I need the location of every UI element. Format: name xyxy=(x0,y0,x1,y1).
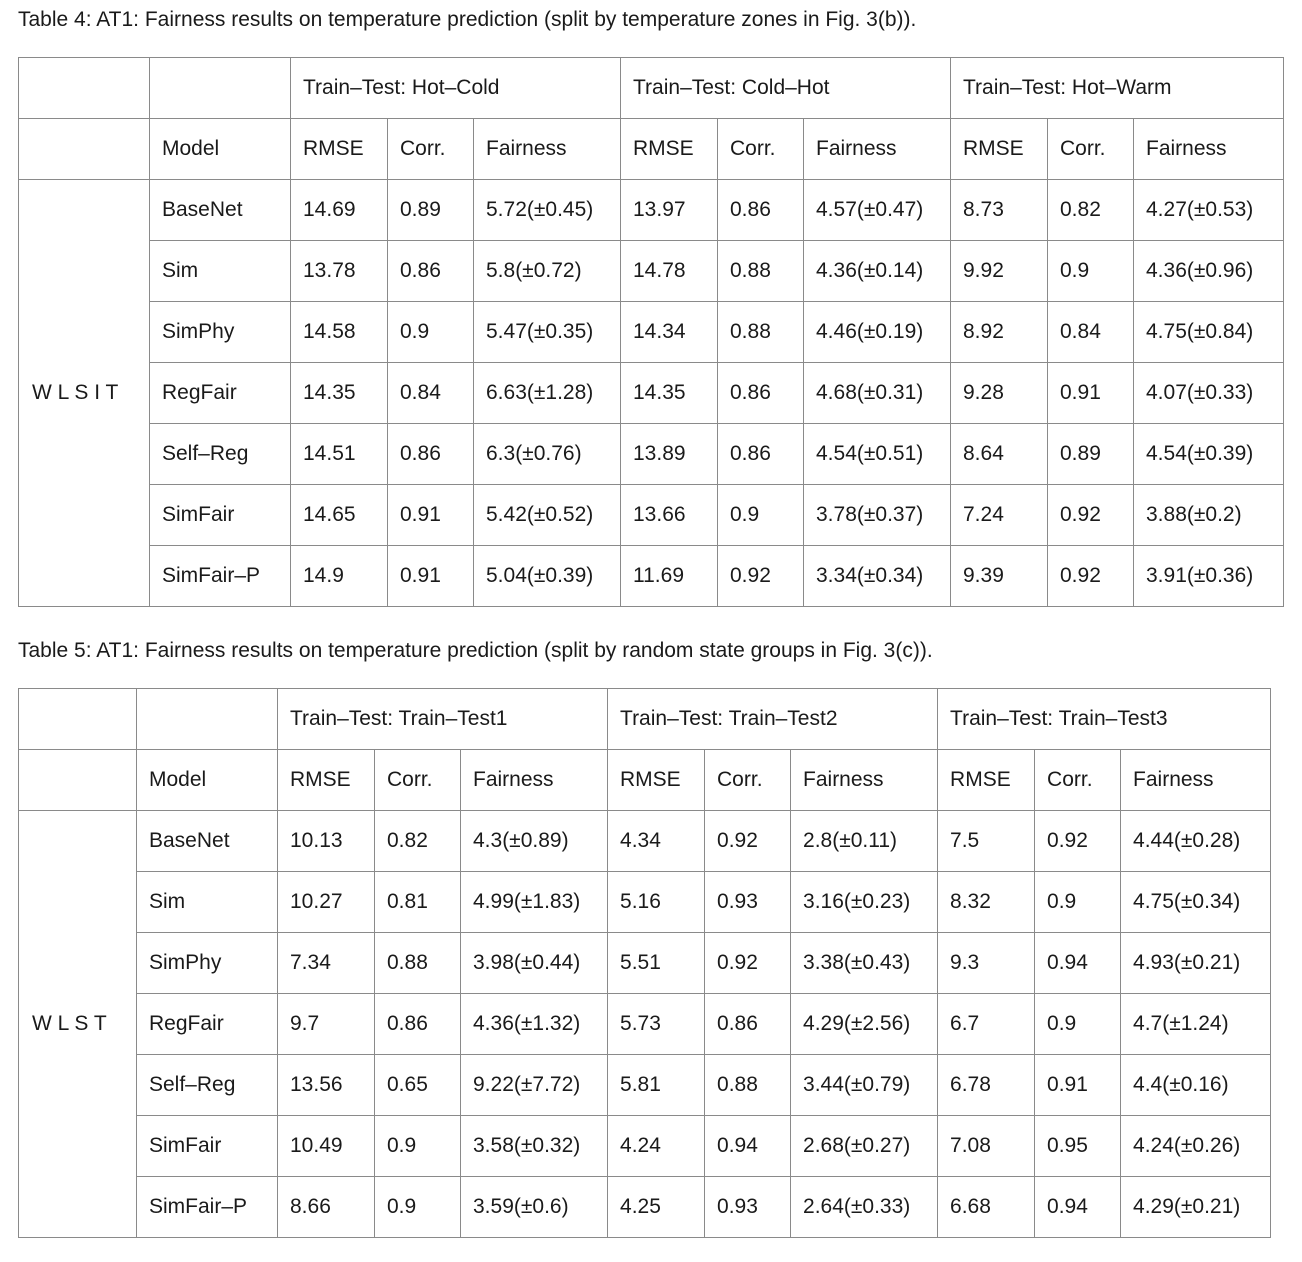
metric-value: 4.75(±0.84) xyxy=(1134,302,1284,363)
metric-value: 7.5 xyxy=(938,811,1035,872)
metric-value: 3.59(±0.6) xyxy=(461,1177,608,1238)
metric-value: 0.92 xyxy=(705,933,791,994)
metric-header-corr: Corr. xyxy=(718,119,804,180)
metric-value: 5.8(±0.72) xyxy=(474,241,621,302)
metric-value: 4.75(±0.34) xyxy=(1121,872,1271,933)
metric-header-rmse: RMSE xyxy=(608,750,705,811)
metric-value: 4.99(±1.83) xyxy=(461,872,608,933)
metric-value: 0.91 xyxy=(388,546,474,607)
empty-corner-cell xyxy=(19,750,137,811)
model-name: SimPhy xyxy=(150,302,291,363)
model-column-header: Model xyxy=(150,119,291,180)
table-row xyxy=(19,485,1284,546)
split-header: Train–Test: Train–Test2 xyxy=(608,689,938,750)
metric-value: 0.86 xyxy=(718,424,804,485)
metric-value: 14.35 xyxy=(621,363,718,424)
metric-value: 0.9 xyxy=(1048,241,1134,302)
metric-value: 6.78 xyxy=(938,1055,1035,1116)
model-column-header: Model xyxy=(137,750,278,811)
metric-header-rmse: RMSE xyxy=(951,119,1048,180)
table-row xyxy=(19,302,1284,363)
metric-value: 0.84 xyxy=(388,363,474,424)
model-name: SimFair xyxy=(150,485,291,546)
metric-header-fairness: Fairness xyxy=(461,750,608,811)
empty-corner-cell xyxy=(19,689,137,750)
metric-value: 0.86 xyxy=(388,424,474,485)
metric-value: 2.64(±0.33) xyxy=(791,1177,938,1238)
metric-value: 13.66 xyxy=(621,485,718,546)
metric-value: 13.89 xyxy=(621,424,718,485)
metric-value: 5.16 xyxy=(608,872,705,933)
metric-value: 13.78 xyxy=(291,241,388,302)
metric-header-corr: Corr. xyxy=(1035,750,1121,811)
metric-header-fairness: Fairness xyxy=(1121,750,1271,811)
metric-value: 4.29(±0.21) xyxy=(1121,1177,1271,1238)
metric-value: 0.94 xyxy=(1035,1177,1121,1238)
model-name: Self–Reg xyxy=(150,424,291,485)
metric-value: 4.68(±0.31) xyxy=(804,363,951,424)
table-row xyxy=(19,363,1284,424)
table-row xyxy=(19,933,1271,994)
metric-value: 0.9 xyxy=(388,302,474,363)
metric-value: 14.34 xyxy=(621,302,718,363)
metric-value: 9.92 xyxy=(951,241,1048,302)
table-row xyxy=(19,1116,1271,1177)
metric-value: 4.44(±0.28) xyxy=(1121,811,1271,872)
metric-value: 4.93(±0.21) xyxy=(1121,933,1271,994)
metric-value: 4.29(±2.56) xyxy=(791,994,938,1055)
split-header: Train–Test: Train–Test1 xyxy=(278,689,608,750)
metric-value: 5.73 xyxy=(608,994,705,1055)
metric-value: 3.44(±0.79) xyxy=(791,1055,938,1116)
table-5 xyxy=(18,688,1271,1238)
metric-value: 14.35 xyxy=(291,363,388,424)
metric-value: 3.78(±0.37) xyxy=(804,485,951,546)
table-row xyxy=(19,180,1284,241)
metric-value: 10.13 xyxy=(278,811,375,872)
metric-value: 9.39 xyxy=(951,546,1048,607)
metric-value: 14.78 xyxy=(621,241,718,302)
metric-value: 6.68 xyxy=(938,1177,1035,1238)
metric-value: 4.36(±1.32) xyxy=(461,994,608,1055)
metric-value: 0.84 xyxy=(1048,302,1134,363)
metric-value: 3.98(±0.44) xyxy=(461,933,608,994)
metric-value: 14.51 xyxy=(291,424,388,485)
metric-value: 0.86 xyxy=(718,363,804,424)
metric-value: 4.24 xyxy=(608,1116,705,1177)
table-5-caption: Table 5: AT1: Fairness results on temperature prediction (split by random state groups in Fig. 3(c)). xyxy=(18,639,933,662)
table-row xyxy=(19,241,1284,302)
metric-value: 4.57(±0.47) xyxy=(804,180,951,241)
metric-value: 3.34(±0.34) xyxy=(804,546,951,607)
metric-value: 0.9 xyxy=(1035,994,1121,1055)
metric-value: 4.07(±0.33) xyxy=(1134,363,1284,424)
metric-value: 4.36(±0.96) xyxy=(1134,241,1284,302)
metric-header-fairness: Fairness xyxy=(791,750,938,811)
metric-value: 3.58(±0.32) xyxy=(461,1116,608,1177)
metric-value: 0.88 xyxy=(718,302,804,363)
metric-value: 0.91 xyxy=(388,485,474,546)
table-4-caption: Table 4: AT1: Fairness results on temperature prediction (split by temperature zones in Fig. 3(b)). xyxy=(18,8,917,31)
table-4 xyxy=(18,57,1284,607)
metric-value: 4.27(±0.53) xyxy=(1134,180,1284,241)
metric-header-fairness: Fairness xyxy=(1134,119,1284,180)
model-name: Sim xyxy=(150,241,291,302)
metric-value: 4.54(±0.39) xyxy=(1134,424,1284,485)
metric-value: 3.88(±0.2) xyxy=(1134,485,1284,546)
header-row-splits xyxy=(19,58,1284,119)
metric-value: 7.08 xyxy=(938,1116,1035,1177)
metric-value: 5.42(±0.52) xyxy=(474,485,621,546)
metric-value: 0.94 xyxy=(705,1116,791,1177)
metric-header-corr: Corr. xyxy=(1048,119,1134,180)
metric-value: 0.86 xyxy=(388,241,474,302)
empty-corner-cell xyxy=(19,119,150,180)
metric-value: 0.9 xyxy=(375,1116,461,1177)
metric-value: 14.9 xyxy=(291,546,388,607)
metric-value: 3.91(±0.36) xyxy=(1134,546,1284,607)
metric-value: 0.92 xyxy=(1048,546,1134,607)
model-name: SimFair xyxy=(137,1116,278,1177)
metric-value: 11.69 xyxy=(621,546,718,607)
metric-value: 0.65 xyxy=(375,1055,461,1116)
metric-value: 8.92 xyxy=(951,302,1048,363)
metric-value: 5.81 xyxy=(608,1055,705,1116)
metric-value: 9.28 xyxy=(951,363,1048,424)
metric-value: 10.49 xyxy=(278,1116,375,1177)
metric-value: 0.89 xyxy=(388,180,474,241)
metric-value: 0.89 xyxy=(1048,424,1134,485)
metric-value: 8.32 xyxy=(938,872,1035,933)
metric-header-rmse: RMSE xyxy=(621,119,718,180)
metric-value: 4.46(±0.19) xyxy=(804,302,951,363)
metric-value: 0.9 xyxy=(1035,872,1121,933)
metric-value: 0.88 xyxy=(705,1055,791,1116)
metric-value: 7.24 xyxy=(951,485,1048,546)
model-name: BaseNet xyxy=(150,180,291,241)
model-name: Self–Reg xyxy=(137,1055,278,1116)
metric-value: 9.7 xyxy=(278,994,375,1055)
metric-value: 0.86 xyxy=(718,180,804,241)
metric-header-corr: Corr. xyxy=(375,750,461,811)
metric-value: 8.73 xyxy=(951,180,1048,241)
metric-value: 5.04(±0.39) xyxy=(474,546,621,607)
metric-value: 5.51 xyxy=(608,933,705,994)
metric-value: 14.58 xyxy=(291,302,388,363)
metric-value: 5.47(±0.35) xyxy=(474,302,621,363)
metric-value: 4.25 xyxy=(608,1177,705,1238)
metric-value: 0.92 xyxy=(1035,811,1121,872)
header-row-metrics xyxy=(19,119,1284,180)
metric-value: 4.7(±1.24) xyxy=(1121,994,1271,1055)
table-row xyxy=(19,994,1271,1055)
split-header: Train–Test: Train–Test3 xyxy=(938,689,1271,750)
metric-header-fairness: Fairness xyxy=(474,119,621,180)
metric-header-corr: Corr. xyxy=(705,750,791,811)
metric-value: 13.97 xyxy=(621,180,718,241)
model-name: Sim xyxy=(137,872,278,933)
model-name: SimPhy xyxy=(137,933,278,994)
metric-value: 7.34 xyxy=(278,933,375,994)
empty-corner-cell xyxy=(150,58,291,119)
metric-value: 0.94 xyxy=(1035,933,1121,994)
table-row xyxy=(19,1177,1271,1238)
metric-value: 0.92 xyxy=(718,546,804,607)
table-row xyxy=(19,424,1284,485)
metric-value: 5.72(±0.45) xyxy=(474,180,621,241)
metric-value: 0.82 xyxy=(1048,180,1134,241)
metric-value: 0.92 xyxy=(1048,485,1134,546)
metric-value: 0.95 xyxy=(1035,1116,1121,1177)
model-name: SimFair–P xyxy=(150,546,291,607)
metric-value: 0.9 xyxy=(375,1177,461,1238)
metric-value: 0.92 xyxy=(705,811,791,872)
metric-value: 10.27 xyxy=(278,872,375,933)
metric-value: 3.16(±0.23) xyxy=(791,872,938,933)
header-row-metrics xyxy=(19,750,1271,811)
metric-value: 2.8(±0.11) xyxy=(791,811,938,872)
metric-value: 4.24(±0.26) xyxy=(1121,1116,1271,1177)
metric-value: 0.88 xyxy=(375,933,461,994)
table-row xyxy=(19,872,1271,933)
metric-value: 0.86 xyxy=(375,994,461,1055)
metric-value: 4.36(±0.14) xyxy=(804,241,951,302)
metric-header-fairness: Fairness xyxy=(804,119,951,180)
model-name: BaseNet xyxy=(137,811,278,872)
metric-header-corr: Corr. xyxy=(388,119,474,180)
metric-value: 6.63(±1.28) xyxy=(474,363,621,424)
header-row-splits xyxy=(19,689,1271,750)
metric-header-rmse: RMSE xyxy=(938,750,1035,811)
metric-value: 0.88 xyxy=(718,241,804,302)
group-label: W L S T xyxy=(19,811,137,1238)
model-name: RegFair xyxy=(137,994,278,1055)
split-header: Train–Test: Hot–Cold xyxy=(291,58,621,119)
empty-corner-cell xyxy=(19,58,150,119)
metric-value: 0.93 xyxy=(705,1177,791,1238)
table-row xyxy=(19,546,1284,607)
metric-value: 14.69 xyxy=(291,180,388,241)
metric-value: 4.4(±0.16) xyxy=(1121,1055,1271,1116)
metric-value: 6.7 xyxy=(938,994,1035,1055)
metric-value: 0.82 xyxy=(375,811,461,872)
metric-value: 8.66 xyxy=(278,1177,375,1238)
metric-value: 14.65 xyxy=(291,485,388,546)
metric-value: 9.22(±7.72) xyxy=(461,1055,608,1116)
metric-value: 0.81 xyxy=(375,872,461,933)
model-name: SimFair–P xyxy=(137,1177,278,1238)
metric-value: 6.3(±0.76) xyxy=(474,424,621,485)
table-row xyxy=(19,1055,1271,1116)
metric-value: 0.93 xyxy=(705,872,791,933)
metric-value: 0.91 xyxy=(1035,1055,1121,1116)
group-label: W L S I T xyxy=(19,180,150,607)
metric-value: 0.9 xyxy=(718,485,804,546)
metric-value: 3.38(±0.43) xyxy=(791,933,938,994)
table-row xyxy=(19,811,1271,872)
metric-value: 8.64 xyxy=(951,424,1048,485)
metric-header-rmse: RMSE xyxy=(278,750,375,811)
metric-value: 4.34 xyxy=(608,811,705,872)
split-header: Train–Test: Cold–Hot xyxy=(621,58,951,119)
metric-value: 0.86 xyxy=(705,994,791,1055)
metric-value: 9.3 xyxy=(938,933,1035,994)
metric-value: 13.56 xyxy=(278,1055,375,1116)
metric-header-rmse: RMSE xyxy=(291,119,388,180)
empty-corner-cell xyxy=(137,689,278,750)
split-header: Train–Test: Hot–Warm xyxy=(951,58,1284,119)
metric-value: 4.3(±0.89) xyxy=(461,811,608,872)
metric-value: 0.91 xyxy=(1048,363,1134,424)
metric-value: 2.68(±0.27) xyxy=(791,1116,938,1177)
metric-value: 4.54(±0.51) xyxy=(804,424,951,485)
model-name: RegFair xyxy=(150,363,291,424)
